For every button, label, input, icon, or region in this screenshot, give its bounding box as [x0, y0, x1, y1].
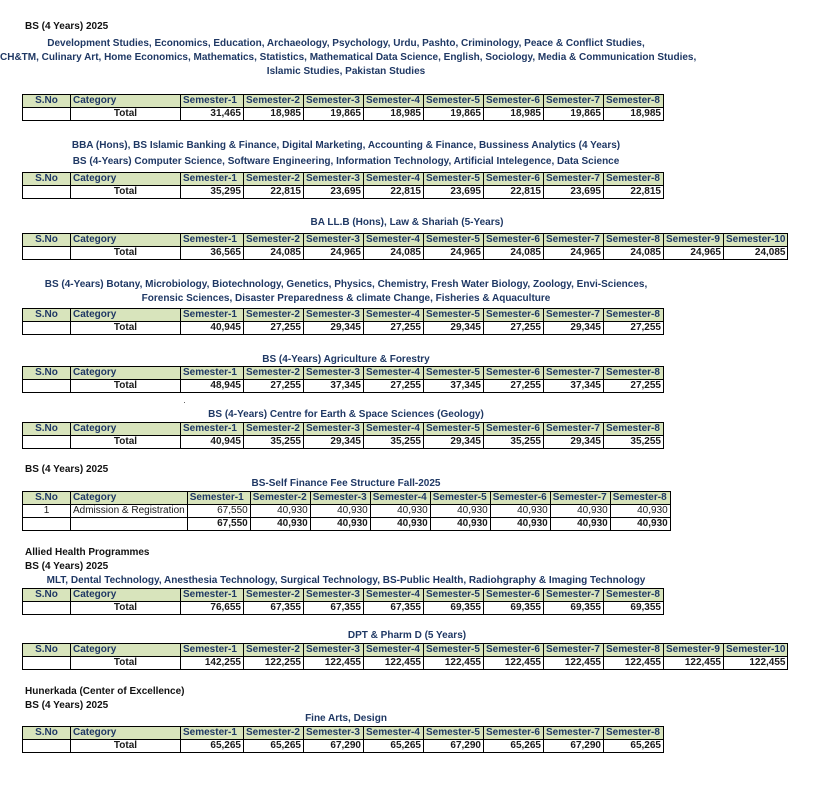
total-fee-value: 65,265: [181, 740, 244, 753]
header-semester: Semester-3: [304, 173, 364, 186]
total-fee-value: 69,355: [424, 602, 484, 615]
header-sno: S.No: [23, 727, 71, 740]
total-fee-value: 23,695: [304, 186, 364, 199]
total-fee-value: 35,295: [181, 186, 244, 199]
fee-table: [22, 308, 664, 335]
fee-table: [22, 366, 664, 393]
header-semester: Semester-2: [244, 309, 304, 322]
fee-table: [22, 172, 664, 199]
header-semester: Semester-7: [544, 644, 604, 657]
total-fee-value: 65,265: [244, 740, 304, 753]
header-semester: Semester-1: [181, 423, 244, 436]
total-row: [23, 380, 664, 393]
total-fee-value: 24,965: [304, 247, 364, 260]
total-fee-value: 22,815: [244, 186, 304, 199]
total-row: [23, 322, 664, 335]
header-semester: Semester-2: [250, 492, 310, 505]
section-title-line: MLT, Dental Technology, Anesthesia Technology, Surgical Technology, BS-Public Health, Radiohgraphy & Imaging Technology: [46, 575, 646, 586]
header-semester: Semester-8: [604, 173, 664, 186]
header-semester: Semester-1: [181, 727, 244, 740]
total-fee-value: 27,255: [364, 322, 424, 335]
header-semester: Semester-9: [664, 644, 724, 657]
total-fee-value: 24,085: [484, 247, 544, 260]
header-semester: Semester-4: [364, 367, 424, 380]
total-fee-value: 24,085: [724, 247, 788, 260]
header-semester: Semester-7: [550, 492, 610, 505]
header-semester: Semester-7: [544, 173, 604, 186]
fee-table: [22, 94, 664, 121]
header-semester: Semester-7: [544, 423, 604, 436]
header-semester: Semester-3: [304, 589, 364, 602]
total-label: Total: [71, 247, 181, 260]
section-title-line: BS (4-Years) Agriculture & Forestry: [262, 354, 430, 365]
header-category: Category: [71, 644, 181, 657]
header-semester: Semester-6: [484, 95, 544, 108]
label-bs-2025-b: BS (4 Years) 2025: [25, 464, 109, 475]
header-category: Category: [71, 95, 181, 108]
total-fee-value: 35,255: [244, 436, 304, 449]
header-sno: S.No: [23, 589, 71, 602]
header-semester: Semester-5: [424, 589, 484, 602]
total-fee-value: 22,815: [364, 186, 424, 199]
row-fee-value: 40,930: [370, 505, 430, 518]
table-header-row: [23, 727, 664, 740]
header-semester: Semester-6: [484, 644, 544, 657]
total-sno: [23, 436, 71, 449]
header-sno: S.No: [23, 423, 71, 436]
header-semester: Semester-2: [244, 727, 304, 740]
total-fee-value: 23,695: [544, 186, 604, 199]
row-fee-value: 40,930: [550, 505, 610, 518]
total-label: Total: [71, 108, 181, 121]
label-bs-2025-d: BS (4 Years) 2025: [25, 700, 109, 711]
section-title-line: DPT & Pharm D (5 Years): [347, 630, 467, 641]
total-sno: [23, 657, 71, 670]
section-title-line: BBA (Hons), BS Islamic Banking & Finance, Digital Marketing, Accounting & Finance, Bussiness Analytics (4 Years): [71, 140, 621, 151]
total-fee-value: 22,815: [484, 186, 544, 199]
total-fee-value: 122,455: [304, 657, 364, 670]
total-row: [23, 247, 788, 260]
label-bs-2025-a: BS (4 Years) 2025: [25, 21, 109, 32]
header-sno: S.No: [23, 309, 71, 322]
header-semester: Semester-6: [484, 234, 544, 247]
total-fee-value: 24,965: [664, 247, 724, 260]
total-fee-value: 40,930: [370, 518, 430, 531]
section-title-line: Development Studies, Economics, Education, Archaeology, Psychology, Urdu, Pashto, Criminology, Peace & Conflict Studies,: [47, 38, 645, 49]
total-fee-value: 67,290: [544, 740, 604, 753]
total-fee-value: 29,345: [544, 436, 604, 449]
total-fee-value: 35,255: [604, 436, 664, 449]
table-header-row: [23, 589, 664, 602]
total-fee-value: 29,345: [544, 322, 604, 335]
total-label: Total: [71, 602, 181, 615]
header-semester: Semester-4: [364, 95, 424, 108]
total-fee-value: 23,695: [424, 186, 484, 199]
header-semester: Semester-3: [304, 644, 364, 657]
total-fee-value: 65,265: [604, 740, 664, 753]
header-semester: Semester-7: [544, 589, 604, 602]
header-semester: Semester-4: [364, 589, 424, 602]
total-row: [23, 657, 788, 670]
total-label: Total: [71, 186, 181, 199]
header-semester: Semester-3: [304, 309, 364, 322]
total-fee-value: 24,965: [544, 247, 604, 260]
total-fee-value: 31,465: [181, 108, 244, 121]
total-fee-value: 122,455: [664, 657, 724, 670]
total-fee-value: 65,265: [364, 740, 424, 753]
header-semester: Semester-5: [424, 727, 484, 740]
total-fee-value: 27,255: [244, 322, 304, 335]
header-category: Category: [71, 367, 181, 380]
header-semester: Semester-7: [544, 234, 604, 247]
total-fee-value: 40,945: [181, 322, 244, 335]
stray-dot: [184, 402, 185, 403]
header-semester: Semester-2: [244, 234, 304, 247]
fee-table: [22, 726, 664, 753]
header-semester: Semester-2: [244, 95, 304, 108]
total-fee-value: 67,355: [244, 602, 304, 615]
total-fee-value: 24,085: [364, 247, 424, 260]
header-semester: Semester-8: [604, 589, 664, 602]
total-sno: [23, 322, 71, 335]
row-category: Admission & Registration: [71, 505, 188, 518]
total-row: [23, 436, 664, 449]
table-header-row: [23, 95, 664, 108]
row-fee-value: 40,930: [250, 505, 310, 518]
total-fee-value: 29,345: [424, 322, 484, 335]
table-header-row: [23, 309, 664, 322]
total-fee-value: 40,930: [310, 518, 370, 531]
total-sno: [23, 518, 71, 531]
total-fee-value: 27,255: [244, 380, 304, 393]
header-semester: Semester-1: [181, 234, 244, 247]
header-sno: S.No: [23, 492, 71, 505]
header-semester: Semester-8: [604, 423, 664, 436]
total-fee-value: 24,085: [604, 247, 664, 260]
header-semester: Semester-8: [604, 367, 664, 380]
total-label: Total: [71, 740, 181, 753]
total-sno: [23, 247, 71, 260]
section-title-line: BS-Self Finance Fee Structure Fall-2025: [251, 478, 441, 489]
total-fee-value: 37,345: [304, 380, 364, 393]
label-hunerkada: Hunerkada (Center of Excellence): [25, 686, 185, 697]
header-semester: Semester-2: [244, 367, 304, 380]
header-semester: Semester-2: [244, 173, 304, 186]
header-category: Category: [71, 234, 181, 247]
total-fee-value: 40,930: [250, 518, 310, 531]
header-semester: Semester-1: [187, 492, 250, 505]
total-row: [23, 108, 664, 121]
header-semester: Semester-1: [181, 589, 244, 602]
total-fee-value: 67,290: [304, 740, 364, 753]
total-fee-value: 27,255: [604, 380, 664, 393]
total-fee-value: 69,355: [484, 602, 544, 615]
total-fee-value: 29,345: [304, 322, 364, 335]
row-sno: 1: [23, 505, 71, 518]
total-sno: [23, 186, 71, 199]
table-header-row: [23, 367, 664, 380]
table-header-row: [23, 492, 671, 505]
total-fee-value: 19,865: [424, 108, 484, 121]
total-fee-value: 18,985: [604, 108, 664, 121]
row-fee-value: 40,930: [310, 505, 370, 518]
header-semester: Semester-2: [244, 423, 304, 436]
header-semester: Semester-4: [370, 492, 430, 505]
total-fee-value: 122,455: [604, 657, 664, 670]
total-fee-value: 40,930: [550, 518, 610, 531]
section-title-line: BS (4-Years) Computer Science, Software Engineering, Information Technology, Artificial Intelegence, Data Science: [72, 156, 620, 167]
label-allied-health: Allied Health Programmes: [25, 547, 150, 558]
header-semester: Semester-6: [484, 727, 544, 740]
header-sno: S.No: [23, 173, 71, 186]
header-semester: Semester-5: [424, 423, 484, 436]
header-semester: Semester-6: [490, 492, 550, 505]
total-sno: [23, 740, 71, 753]
section-title-line: Forensic Sciences, Disaster Preparedness & climate Change, Fisheries & Aquaculture: [141, 293, 551, 304]
header-semester: Semester-3: [304, 423, 364, 436]
total-fee-value: 40,945: [181, 436, 244, 449]
total-fee-value: 40,930: [430, 518, 490, 531]
total-fee-value: 40,930: [490, 518, 550, 531]
header-semester: Semester-1: [181, 644, 244, 657]
header-semester: Semester-5: [424, 309, 484, 322]
header-semester: Semester-5: [424, 173, 484, 186]
total-label: [71, 518, 188, 531]
total-fee-value: 76,655: [181, 602, 244, 615]
label-bs-2025-c: BS (4 Years) 2025: [25, 561, 109, 572]
header-semester: Semester-8: [610, 492, 670, 505]
total-fee-value: 122,455: [424, 657, 484, 670]
header-semester: Semester-3: [304, 367, 364, 380]
row-fee-value: 40,930: [430, 505, 490, 518]
header-category: Category: [71, 492, 188, 505]
total-fee-value: 27,255: [484, 322, 544, 335]
total-label: Total: [71, 322, 181, 335]
total-row: [23, 740, 664, 753]
total-fee-value: 29,345: [424, 436, 484, 449]
total-fee-value: 40,930: [610, 518, 670, 531]
total-fee-value: 122,455: [724, 657, 788, 670]
header-category: Category: [71, 423, 181, 436]
fee-table: [22, 422, 664, 449]
section-title-line: BS (4-Years) Botany, Microbiology, Biotechnology, Genetics, Physics, Chemistry, Fresh Water Biology, Zoology, Envi-Sciences,: [44, 279, 648, 290]
total-row: [23, 186, 664, 199]
total-fee-value: 19,865: [544, 108, 604, 121]
total-fee-value: 35,255: [484, 436, 544, 449]
total-fee-value: 67,290: [424, 740, 484, 753]
total-fee-value: 18,985: [364, 108, 424, 121]
header-sno: S.No: [23, 644, 71, 657]
header-semester: Semester-7: [544, 95, 604, 108]
header-semester: Semester-3: [310, 492, 370, 505]
header-semester: Semester-2: [244, 589, 304, 602]
total-fee-value: 37,345: [424, 380, 484, 393]
header-semester: Semester-4: [364, 173, 424, 186]
table-row: [23, 505, 671, 518]
fee-table: [22, 588, 664, 615]
header-sno: S.No: [23, 234, 71, 247]
table-header-row: [23, 234, 788, 247]
section-title-line: BS (4-Years) Centre for Earth & Space Sciences (Geology): [208, 409, 484, 420]
total-fee-value: 24,965: [424, 247, 484, 260]
header-semester: Semester-7: [544, 309, 604, 322]
total-label: Total: [71, 380, 181, 393]
total-fee-value: 65,265: [484, 740, 544, 753]
header-semester: Semester-1: [181, 309, 244, 322]
header-semester: Semester-5: [424, 644, 484, 657]
header-semester: Semester-8: [604, 727, 664, 740]
row-fee-value: 40,930: [490, 505, 550, 518]
total-fee-value: 35,255: [364, 436, 424, 449]
header-semester: Semester-5: [430, 492, 490, 505]
total-fee-value: 122,255: [244, 657, 304, 670]
section-title-line: BA LL.B (Hons), Law & Shariah (5-Years): [310, 217, 504, 228]
header-semester: Semester-6: [484, 367, 544, 380]
table-header-row: [23, 644, 788, 657]
table-header-row: [23, 173, 664, 186]
header-semester: Semester-6: [484, 309, 544, 322]
total-fee-value: 37,345: [544, 380, 604, 393]
header-semester: Semester-6: [484, 423, 544, 436]
header-semester: Semester-5: [424, 95, 484, 108]
header-semester: Semester-3: [304, 234, 364, 247]
total-fee-value: 69,355: [544, 602, 604, 615]
total-sno: [23, 108, 71, 121]
total-row: [23, 518, 671, 531]
total-fee-value: 27,255: [484, 380, 544, 393]
total-fee-value: 19,865: [304, 108, 364, 121]
header-semester: Semester-9: [664, 234, 724, 247]
header-semester: Semester-6: [484, 173, 544, 186]
section-title-line: CH&TM, Culinary Art, Home Economics, Mathematics, Statistics, Mathematical Data Science, English, Sociology, Media & Communication Studies,: [0, 52, 697, 63]
header-category: Category: [71, 727, 181, 740]
total-sno: [23, 602, 71, 615]
header-semester: Semester-8: [604, 95, 664, 108]
header-semester: Semester-7: [544, 367, 604, 380]
total-fee-value: 36,565: [181, 247, 244, 260]
fee-table: [22, 643, 788, 670]
header-semester: Semester-6: [484, 589, 544, 602]
section-title-line: Islamic Studies, Pakistan Studies: [266, 66, 426, 77]
header-semester: Semester-4: [364, 309, 424, 322]
row-fee-value: 67,550: [187, 505, 250, 518]
fee-table: [22, 233, 788, 260]
header-semester: Semester-5: [424, 234, 484, 247]
header-semester: Semester-4: [364, 234, 424, 247]
header-semester: Semester-4: [364, 727, 424, 740]
total-fee-value: 22,815: [604, 186, 664, 199]
header-semester: Semester-4: [364, 423, 424, 436]
total-fee-value: 67,355: [304, 602, 364, 615]
fee-table: [22, 491, 671, 531]
header-semester: Semester-8: [604, 234, 664, 247]
header-semester: Semester-7: [544, 727, 604, 740]
header-semester: Semester-3: [304, 727, 364, 740]
header-category: Category: [71, 173, 181, 186]
total-fee-value: 27,255: [364, 380, 424, 393]
header-sno: S.No: [23, 95, 71, 108]
header-semester: Semester-10: [724, 644, 788, 657]
row-fee-value: 40,930: [610, 505, 670, 518]
header-semester: Semester-1: [181, 173, 244, 186]
header-semester: Semester-8: [604, 309, 664, 322]
total-fee-value: 122,455: [484, 657, 544, 670]
header-semester: Semester-2: [244, 644, 304, 657]
total-fee-value: 69,355: [604, 602, 664, 615]
header-semester: Semester-5: [424, 367, 484, 380]
total-fee-value: 27,255: [604, 322, 664, 335]
header-sno: S.No: [23, 367, 71, 380]
total-fee-value: 29,345: [304, 436, 364, 449]
header-semester: Semester-3: [304, 95, 364, 108]
total-label: Total: [71, 657, 181, 670]
total-fee-value: 18,985: [244, 108, 304, 121]
header-category: Category: [71, 309, 181, 322]
total-sno: [23, 380, 71, 393]
total-row: [23, 602, 664, 615]
total-label: Total: [71, 436, 181, 449]
total-fee-value: 142,255: [181, 657, 244, 670]
total-fee-value: 122,455: [544, 657, 604, 670]
header-semester: Semester-1: [181, 367, 244, 380]
table-header-row: [23, 423, 664, 436]
header-semester: Semester-4: [364, 644, 424, 657]
total-fee-value: 18,985: [484, 108, 544, 121]
total-fee-value: 67,550: [187, 518, 250, 531]
header-semester: Semester-8: [604, 644, 664, 657]
total-fee-value: 48,945: [181, 380, 244, 393]
header-semester: Semester-1: [181, 95, 244, 108]
section-title-line: Fine Arts, Design: [305, 713, 387, 724]
total-fee-value: 24,085: [244, 247, 304, 260]
total-fee-value: 122,455: [364, 657, 424, 670]
total-fee-value: 67,355: [364, 602, 424, 615]
header-semester: Semester-10: [724, 234, 788, 247]
header-category: Category: [71, 589, 181, 602]
